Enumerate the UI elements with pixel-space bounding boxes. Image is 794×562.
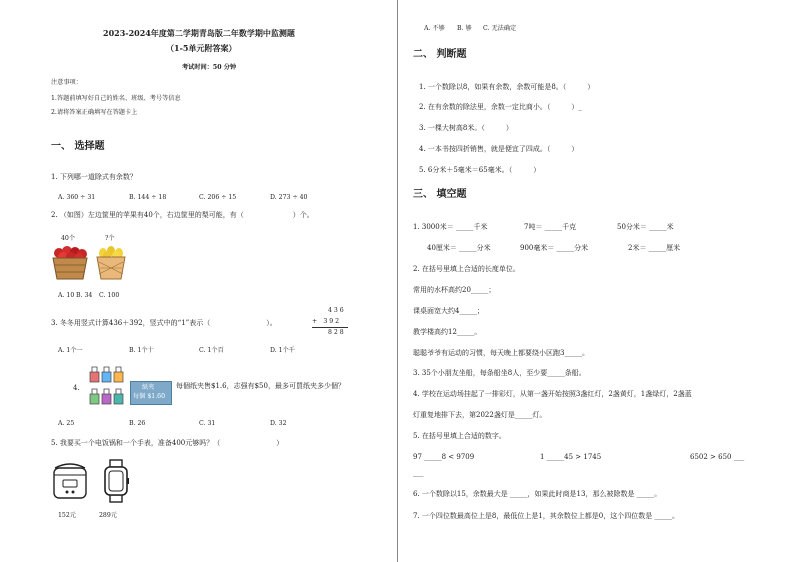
basket-label: ?个 <box>105 235 115 242</box>
option: D. 1个千 <box>270 347 295 354</box>
question-text: 5. 我要买一个电饭锅和一个手表，准备400元够吗？（ ） <box>51 439 284 447</box>
apple-basket-icon <box>50 244 90 280</box>
option: A. 10 <box>58 292 75 299</box>
watch-icon <box>102 460 130 502</box>
judge-item: 3. 一棵大树高8米。（ ） <box>419 124 513 132</box>
fill-item: 常用的水杯高约20_____； <box>413 286 496 294</box>
exam-time: 考试时间：50 分钟 <box>182 64 237 71</box>
fill-item: 97 _____8 < 9709 <box>413 453 475 461</box>
price-label: 152元 <box>58 512 76 519</box>
fill-question: 6. 一个数除以15，余数最大是 _____，如果此时商是13，那么被除数是 _____。 <box>413 490 662 498</box>
judge-item: 2. 在有余数的除法里，余数一定比商小。（ ）_ <box>419 103 582 111</box>
fill-question: 4. 学校在运动场挂起了一排彩灯，从第一盏开始按照3盏红灯，2盏黄灯，1盏绿灯，2盏蓝 <box>413 390 692 398</box>
section-heading-judge: 二、 判断题 <box>413 49 467 60</box>
notice-item: 2.请将答案正确填写在答题卡上 <box>51 109 138 116</box>
basket-label: 40个 <box>61 235 76 242</box>
option: C. 100 <box>99 292 120 299</box>
option: C. 无法确定 <box>483 25 517 32</box>
question-text: 3. 冬冬用竖式计算436＋392，竖式中的“1”表示（ ）。 <box>51 319 277 327</box>
option: B. 够 <box>457 25 472 32</box>
fill-item: 课桌面宽大约4_____； <box>413 307 484 315</box>
page-title: 2023-2024年度第二学期青岛版二年数学期中监测题 <box>103 28 295 38</box>
fill-question: 3. 35个小朋友坐船，每条船坐8人，至少要_____条船。 <box>413 369 586 377</box>
fill-item: 1 _____45 > 1745 <box>540 453 602 461</box>
price-label: 289元 <box>99 512 117 519</box>
fill-item: 6502 > 650 ___ <box>690 453 745 461</box>
judge-item: 1. 一个数除以8，如果有余数，余数可能是8。（ ） <box>419 83 595 91</box>
fill-item: 聪聪爷爷有运动的习惯，每天晚上都要绕小区跑3_____。 <box>413 349 589 357</box>
price-tag-price: 每個 $1.60 <box>133 393 166 400</box>
vertical-calc-line: + 3 9 2 <box>312 318 340 325</box>
option: C. 31 <box>199 420 216 427</box>
option: A. 1个一 <box>58 347 83 354</box>
option: A. 25 <box>58 420 75 427</box>
fill-item: 教学楼高约12_____。 <box>413 328 482 336</box>
fill-blank: ___ <box>413 469 424 477</box>
price-tag-title: 紙夾 <box>142 384 155 391</box>
option: D. 32 <box>270 420 287 427</box>
vertical-calc-rule <box>312 327 348 328</box>
question-text: 1. 下列哪一道除式有余数？ <box>51 173 137 181</box>
fill-item: 50分米＝ _____米 <box>617 223 674 231</box>
option: D. 273 ÷ 40 <box>270 194 308 201</box>
fill-question: 2. 在括号里填上合适的长度单位。 <box>413 265 520 273</box>
rice-cooker-icon <box>51 460 89 500</box>
vertical-calc-line: 8 2 8 <box>328 329 344 336</box>
option: A. 360 ÷ 31 <box>58 194 96 201</box>
fill-question: 5. 在括号里填上合适的数字。 <box>413 432 506 440</box>
price-tag <box>130 381 172 405</box>
fill-question: 灯重复地排下去，第2022盏灯是_____灯。 <box>413 411 547 419</box>
section-heading-fill: 三、 填空题 <box>413 189 467 200</box>
option: B. 1个十 <box>129 347 154 354</box>
option: C. 206 ÷ 15 <box>199 194 237 201</box>
option: C. 1个百 <box>199 347 224 354</box>
fill-item: 2米＝ _____厘米 <box>628 244 681 252</box>
question-number: 4. <box>73 384 80 392</box>
fill-item: 7吨＝ _____千克 <box>524 223 577 231</box>
question-text: 每個纸夹售$1.6，志强有$50，最多可買纸夹多少個？ <box>176 382 345 390</box>
notice-item: 1.答题前填写好自己的姓名、班级、考号等信息 <box>51 95 181 102</box>
notice-title: 注意事项： <box>51 79 82 86</box>
fill-item: 1. 3000米＝ _____千米 <box>413 223 488 231</box>
option: A. 不够 <box>424 25 445 32</box>
section-heading-choice: 一、 选择题 <box>51 141 105 152</box>
fill-question: 7. 一个四位数最高位上是8，最低位上是1，其余数位上都是0，这个四位数是 _____。 <box>413 512 679 520</box>
option: B. 26 <box>129 420 146 427</box>
paper-clips-icon <box>84 366 128 408</box>
column-divider <box>397 0 398 562</box>
vertical-calc-line: 4 3 6 <box>328 307 344 314</box>
page-subtitle: （1-5单元附答案） <box>166 43 237 53</box>
fill-item: 900毫米＝ _____分米 <box>520 244 589 252</box>
pear-basket-icon <box>94 244 128 280</box>
option: B. 34 <box>76 292 93 299</box>
fill-item: 40厘米＝ _____分米 <box>427 244 491 252</box>
question-text: 2. （如图）左边筐里的苹果有40个，右边筐里的梨可能，有（ ）个。 <box>51 211 314 219</box>
judge-item: 5. 6分米＋5毫米＝65毫米。（ ） <box>419 166 541 174</box>
judge-item: 4. 一本书按四折销售，就是便宜了四成。（ ） <box>419 145 579 153</box>
option: B. 144 ÷ 18 <box>129 194 167 201</box>
